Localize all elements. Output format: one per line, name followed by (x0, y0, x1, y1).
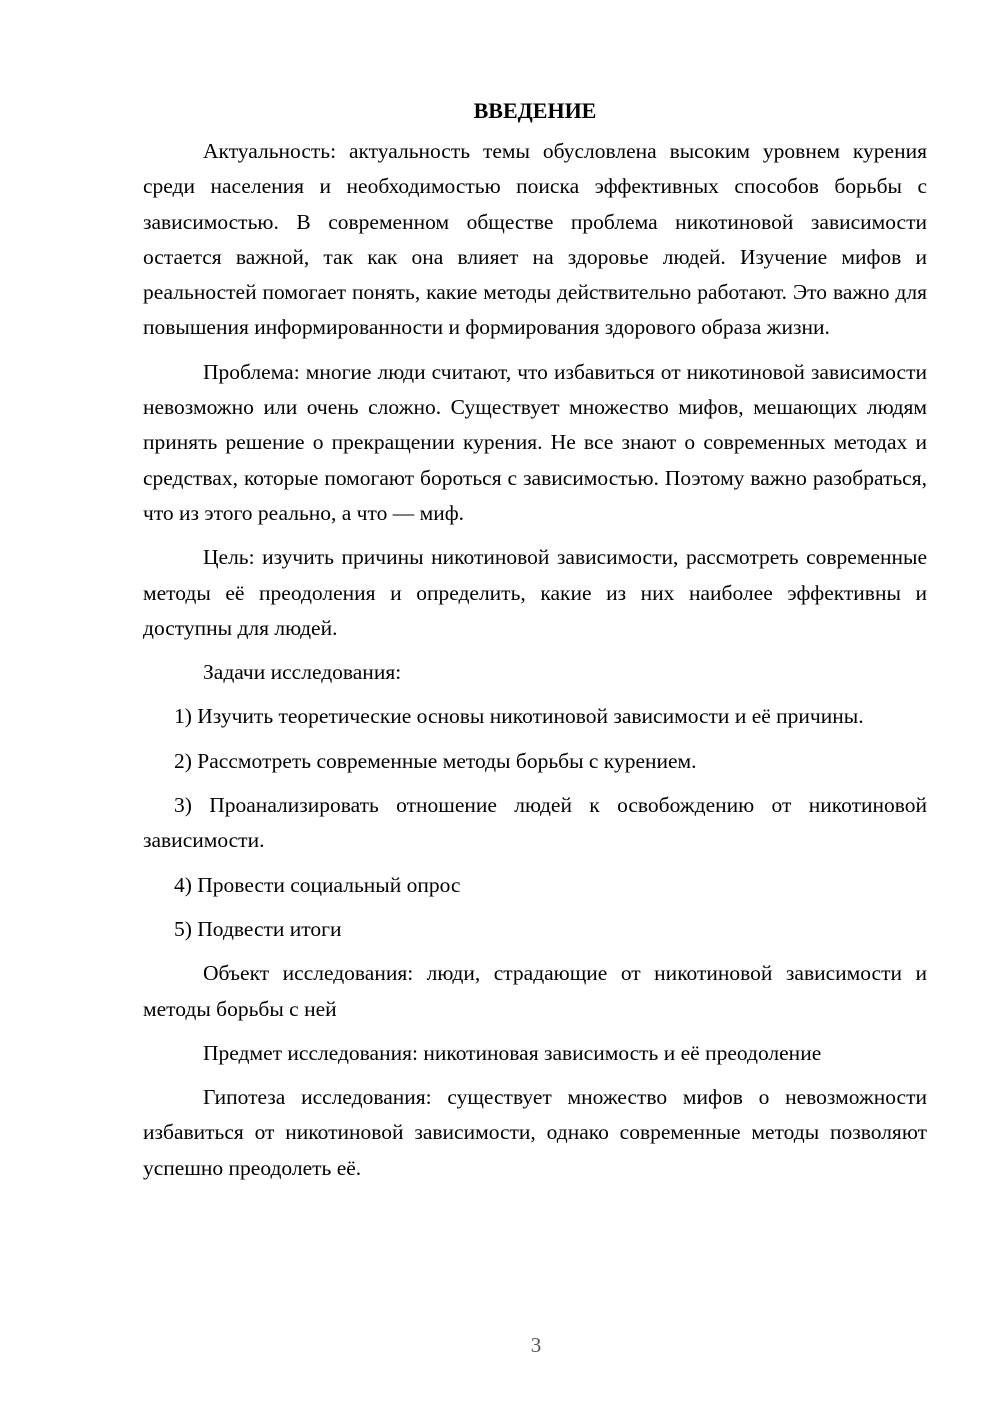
paragraph-goal: Цель: изучить причины никотиновой зависимости, рассмотреть современные методы её преодоления и определить, какие из них наиболее эффективны и доступны для людей. (143, 545, 927, 640)
task-item-1: 1) Изучить теоретические основы никотиновой зависимости и её причины. (174, 704, 864, 729)
tasks-heading: Задачи исследования: (203, 660, 402, 685)
paragraph-relevance: Актуальность: актуальность темы обусловлена высоким уровнем курения среди населения и необходимостью поиска эффективных способов борьбы с зависимостью. В современном обществе проблема никотиновой зависимости остается важной, так как она влияет на здоровье людей. Изучение мифов и реальностей помогает понять, какие методы действительно работают. Это важно для повышения информированности и формирования здорового образа жизни. (143, 139, 927, 340)
paragraph-problem: Проблема: многие люди считают, что избавиться от никотиновой зависимости невозможно или очень сложно. Существует множество мифов, мешающих людям принять решение о прекращении курения. Не все знают о современных методах и средствах, которые помогают бороться с зависимостью. Поэтому важно разобраться, что из этого реально, а что — миф. (143, 359, 927, 525)
page-number: 3 (530, 1333, 542, 1357)
section-title: ВВЕДЕНИЕ (473, 98, 597, 123)
task-item-4: 4) Провести социальный опрос (174, 872, 461, 897)
paragraph-object: Объект исследования: люди, страдающие от никотиновой зависимости и методы борьбы с ней (143, 961, 927, 1021)
task-item-2: 2) Рассмотреть современные методы борьбы с курением. (174, 748, 697, 773)
paragraph-hypothesis: Гипотеза исследования: существует множество мифов о невозможности избавиться от никотиновой зависимости, однако современные методы позволяют успешно преодолеть её. (143, 1085, 927, 1180)
document-page (143, 94, 927, 1195)
task-item-3: 3) Проанализировать отношение людей к освобождению от никотиновой зависимости. (143, 793, 927, 853)
paragraph-subject: Предмет исследования: никотиновая зависимость и её преодоление (203, 1040, 822, 1065)
task-item-5: 5) Подвести итоги (174, 916, 342, 941)
